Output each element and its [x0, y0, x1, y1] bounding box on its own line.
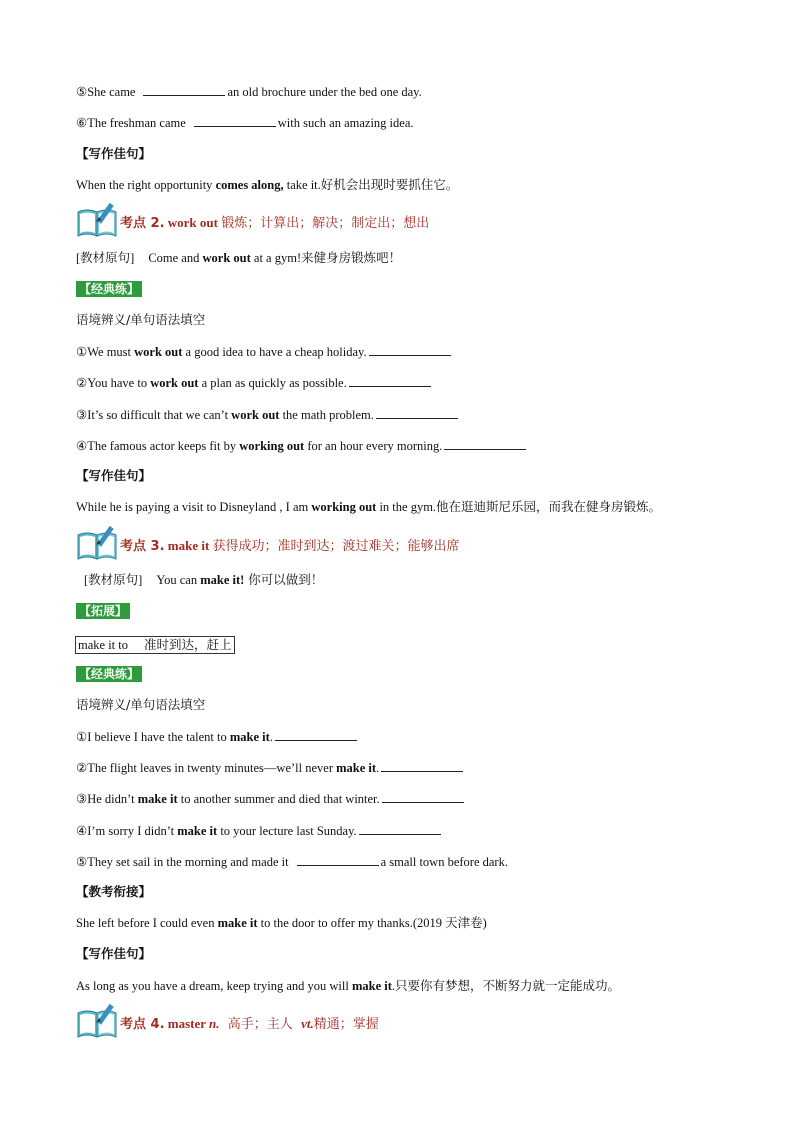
answer-blank[interactable]: [349, 374, 431, 387]
writing-header: 【写作佳句】: [76, 146, 152, 161]
extend-phrase: make it to: [78, 638, 128, 652]
practice-item: [76, 790, 466, 807]
kaodian-label: 考点 4.: [120, 1017, 165, 1032]
practice-item: [76, 759, 465, 776]
answer-blank[interactable]: [369, 343, 451, 356]
part-of-speech: n.: [209, 1016, 220, 1031]
item-text: the math problem.: [279, 408, 374, 422]
writing-sentence: [76, 978, 620, 994]
item-text: They set sail in the morning and made it: [87, 855, 289, 869]
item-number: ①: [76, 730, 88, 744]
extend-meaning: 准时到达，赶上: [144, 637, 232, 652]
answer-blank[interactable]: [359, 822, 441, 835]
item-text: You have to: [87, 376, 151, 390]
writing-sentence: [76, 499, 661, 515]
item-text: a small town before dark.: [380, 855, 508, 869]
item-number: ②: [76, 376, 88, 390]
item-text: The famous actor keeps fit by: [87, 439, 240, 453]
practice-item: [76, 853, 508, 870]
item-key-phrase: make it: [177, 824, 218, 838]
item-text: a plan as quickly as possible.: [198, 376, 347, 390]
writing-header: 【写作佳句】: [76, 946, 152, 961]
practice1-item5: [76, 83, 422, 100]
sentence-text: When the right opportunity: [76, 178, 216, 192]
practice-tag: 【经典练】: [76, 666, 142, 682]
textbook-sentence: [76, 250, 401, 266]
practice-tag: 【经典练】: [76, 281, 142, 297]
answer-blank[interactable]: [194, 114, 276, 127]
answer-blank[interactable]: [297, 853, 379, 866]
item-text: to another summer and died that winter.: [177, 792, 380, 806]
sentence-text: take it.好机会出现时要抓住它。: [283, 178, 459, 192]
exam-header: 【教考衔接】: [76, 884, 152, 899]
notebook-pencil-icon: [76, 1003, 118, 1039]
sentence-text: While he is paying a visit to Disneyland , I am: [76, 500, 312, 514]
item-key-phrase: make it: [336, 761, 377, 775]
item-text: for an hour every morning.: [304, 439, 443, 453]
item-text: a good idea to have a cheap holiday.: [182, 345, 367, 359]
sentence-key-phrase: make it!: [200, 573, 245, 587]
kaodian-term: work out: [164, 215, 222, 230]
item-text: I believe I have the talent to: [87, 730, 230, 744]
item-text: .: [376, 761, 380, 775]
sentence-key-phrase: make it: [217, 916, 258, 930]
textbook-sentence: [84, 572, 323, 588]
exam-sentence: [76, 915, 487, 931]
practice-item: [76, 728, 359, 745]
item-key-phrase: work out: [150, 376, 199, 390]
item-text: It’s so difficult that we can’t: [87, 408, 232, 422]
extend-tag: 【拓展】: [76, 603, 130, 619]
item-text: with such an amazing idea.: [277, 116, 414, 130]
item-text: an old brochure under the bed one day.: [227, 85, 422, 99]
item-text: The freshman came: [87, 116, 186, 130]
item-key-phrase: make it: [137, 792, 178, 806]
item-text: to your lecture last Sunday.: [217, 824, 357, 838]
practice-item: [76, 437, 528, 454]
extend-box: [75, 636, 235, 654]
sentence-text: She left before I could even: [76, 916, 218, 930]
item-number: ④: [76, 439, 88, 453]
item-key-phrase: work out: [134, 345, 183, 359]
sentence-text: Come and: [148, 251, 203, 265]
item-text: .: [269, 730, 273, 744]
part-of-speech: vt.: [301, 1016, 314, 1031]
item-number: ④: [76, 824, 88, 838]
sentence-text: to the door to offer my thanks.(2019 天津卷): [257, 916, 487, 930]
kaodian-meaning: 精通；掌握: [313, 1017, 379, 1032]
practice-item: [76, 374, 433, 391]
item-text: He didn’t: [87, 792, 138, 806]
kaodian-label: 考点 2.: [120, 216, 165, 231]
sentence-key-phrase: make it: [351, 979, 392, 993]
item-number: ③: [76, 408, 88, 422]
item-number: ①: [76, 345, 88, 359]
kaodian-term: make it: [164, 538, 213, 553]
item-key-phrase: work out: [231, 408, 280, 422]
sentence-text: 你可以做到！: [244, 572, 324, 587]
textbook-label: [教材原句]: [84, 573, 143, 587]
item-number: ⑤: [76, 85, 88, 99]
practice-title: 语境辨义/单句语法填空: [76, 312, 206, 327]
sentence-key-phrase: comes along,: [215, 178, 284, 192]
item-number: ⑥: [76, 116, 88, 130]
writing-header: 【写作佳句】: [76, 468, 152, 483]
item-text: We must: [87, 345, 135, 359]
practice-title: 语境辨义/单句语法填空: [76, 697, 206, 712]
answer-blank[interactable]: [275, 728, 357, 741]
textbook-label: [教材原句]: [76, 251, 135, 265]
sentence-key-phrase: work out: [202, 251, 251, 265]
sentence-text: You can: [156, 573, 201, 587]
item-text: I’m sorry I didn’t: [87, 824, 178, 838]
sentence-key-phrase: working out: [311, 500, 377, 514]
answer-blank[interactable]: [381, 759, 463, 772]
kaodian-meaning: 获得成功；准时到达；渡过难关；能够出席: [212, 539, 460, 554]
answer-blank[interactable]: [444, 437, 526, 450]
item-number: ②: [76, 761, 88, 775]
practice1-item6: [76, 114, 414, 131]
sentence-text: in the gym.他在逛迪斯尼乐园，而我在健身房锻炼。: [376, 500, 662, 514]
writing-sentence: [76, 177, 458, 193]
kaodian-meaning: 高手；主人: [219, 1017, 302, 1032]
answer-blank[interactable]: [376, 406, 458, 419]
item-number: ⑤: [76, 855, 88, 869]
notebook-pencil-icon: [76, 202, 118, 238]
item-key-phrase: working out: [239, 439, 305, 453]
sentence-text: .只要你有梦想，不断努力就一定能成功。: [391, 979, 621, 993]
sentence-text: As long as you have a dream, keep trying and you will: [76, 979, 352, 993]
item-text: The flight leaves in twenty minutes—we’ll never: [87, 761, 337, 775]
answer-blank[interactable]: [143, 83, 225, 96]
practice-item: [76, 343, 453, 360]
item-key-phrase: make it: [229, 730, 270, 744]
practice-item: [76, 822, 443, 839]
item-number: ③: [76, 792, 88, 806]
kaodian-label: 考点 3.: [120, 539, 165, 554]
notebook-pencil-icon: [76, 525, 118, 561]
item-text: She came: [87, 85, 136, 99]
kaodian-term: master: [164, 1016, 210, 1031]
sentence-text: at a gym!来健身房锻炼吧！: [250, 251, 402, 265]
answer-blank[interactable]: [382, 790, 464, 803]
practice-item: [76, 406, 460, 423]
kaodian-meaning: 锻炼；计算出；解决；制定出；想出: [221, 216, 430, 231]
